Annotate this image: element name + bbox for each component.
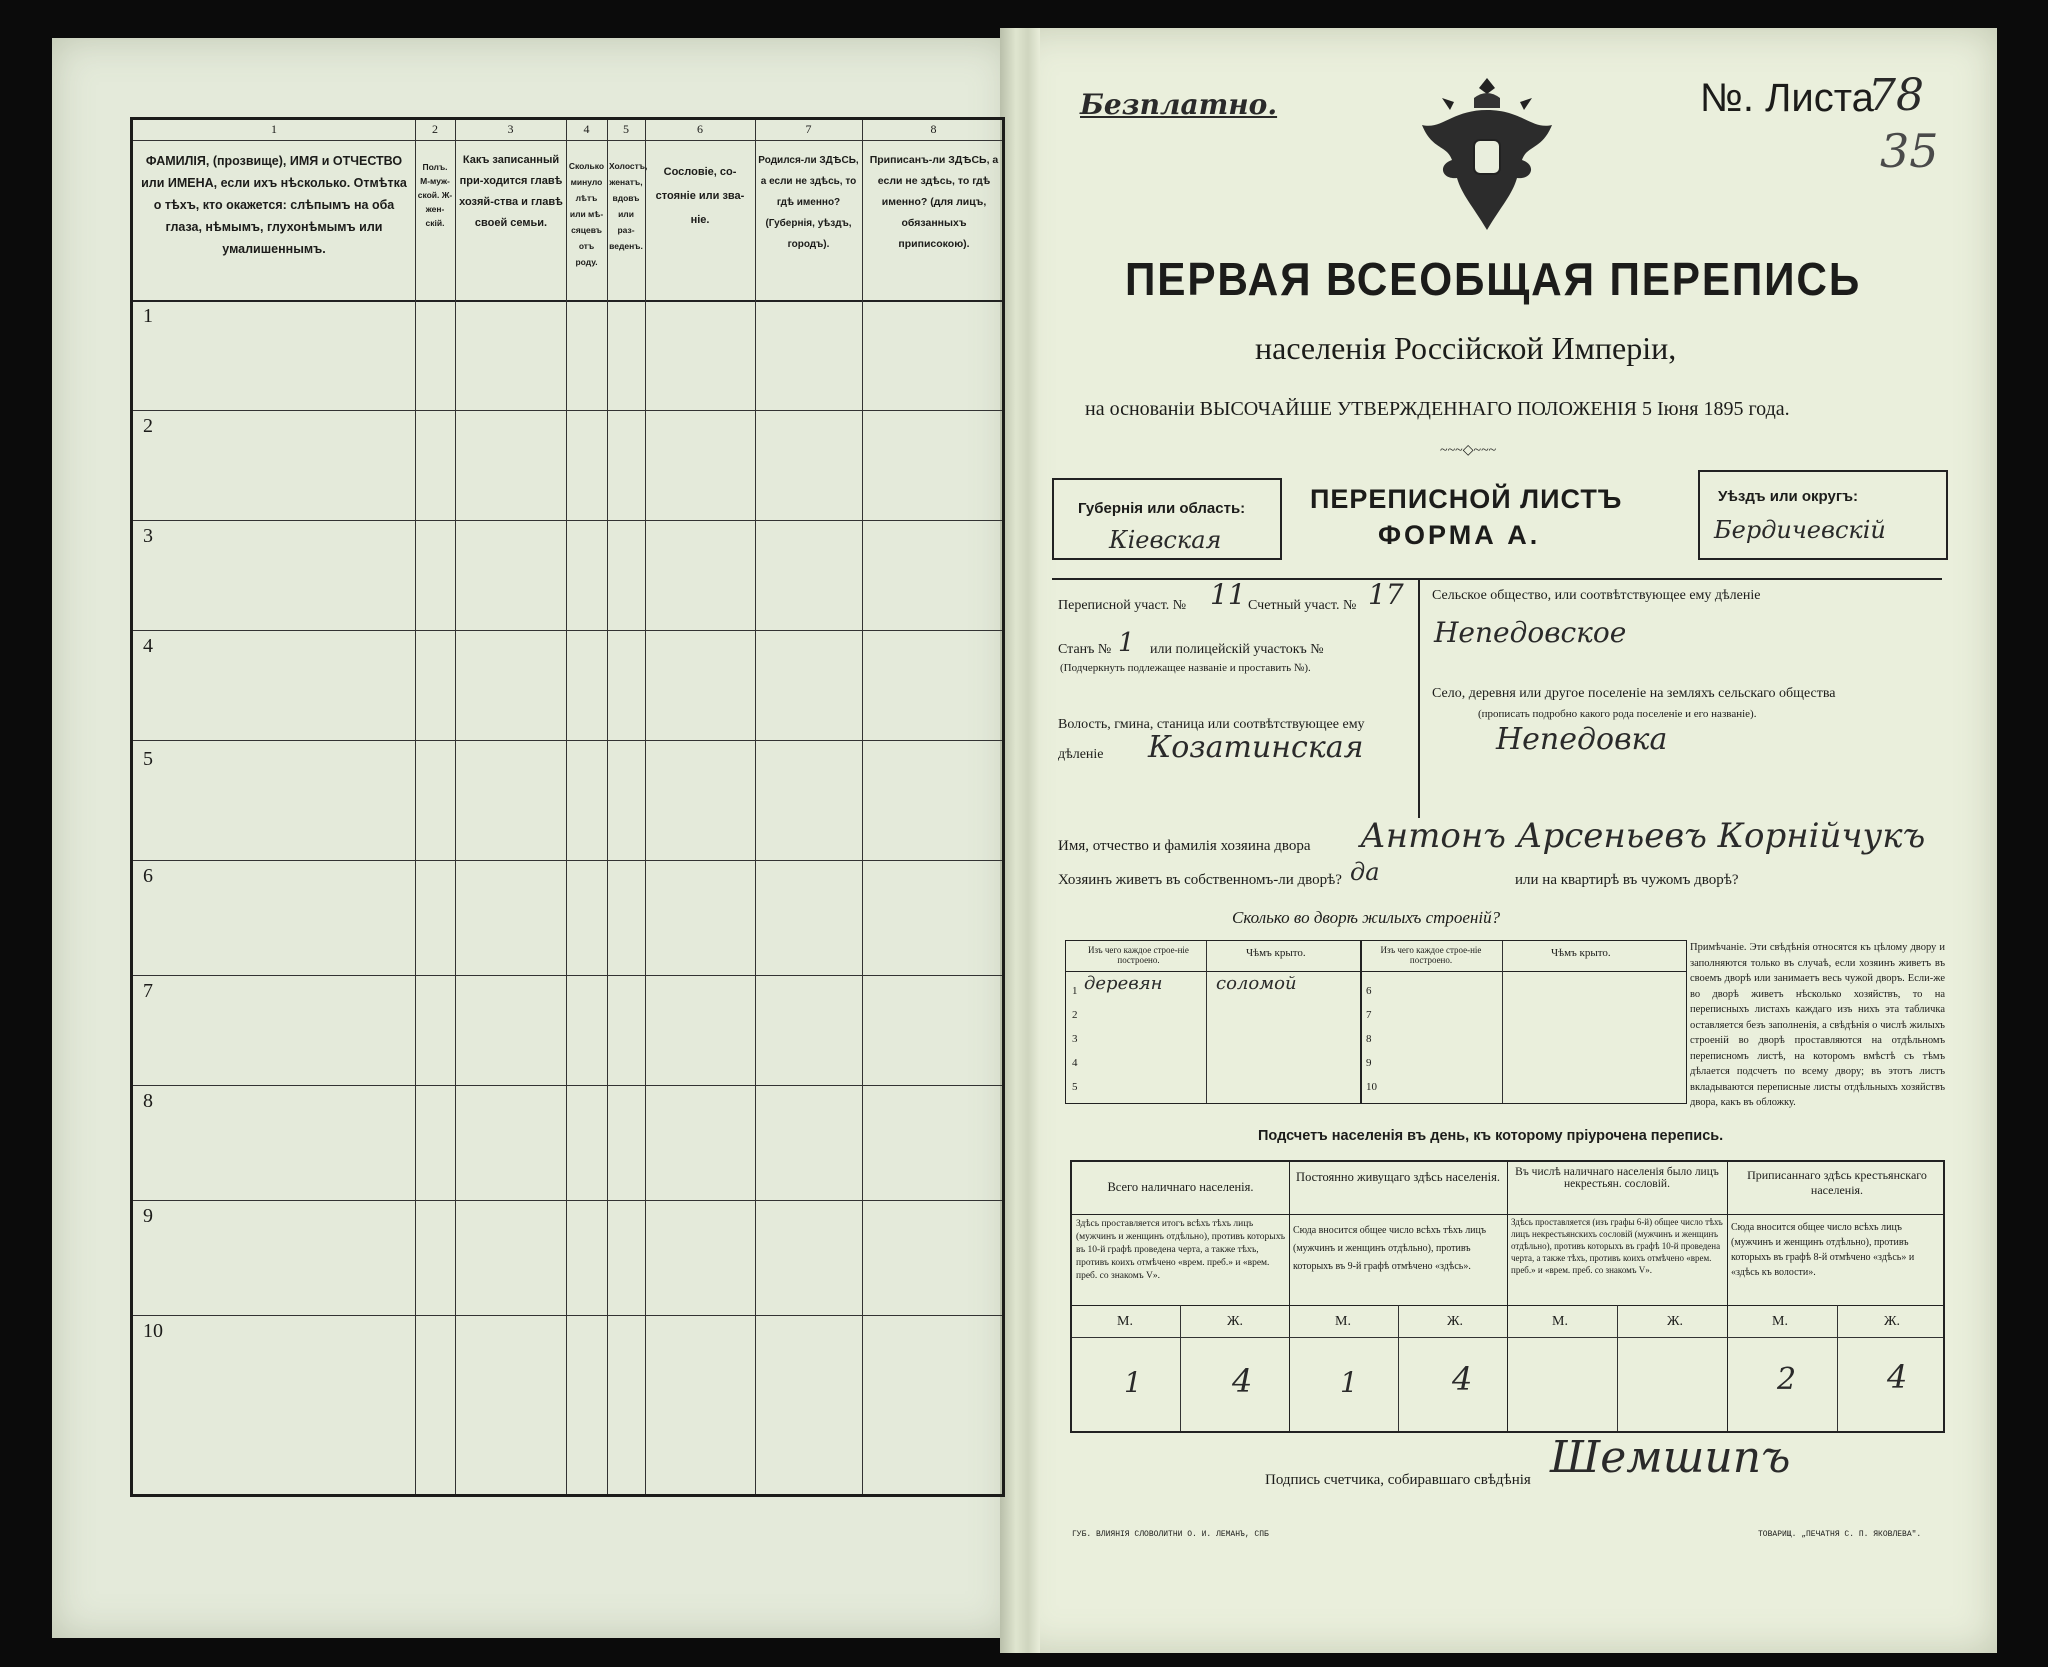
row-line [133, 975, 1002, 976]
m-label: М. [1772, 1314, 1788, 1329]
f-label: Ж. [1227, 1314, 1244, 1329]
permanent-m-value: 1 [1340, 1366, 1358, 1399]
pop-mf-divider [1837, 1305, 1838, 1431]
stan-value: 1 [1118, 628, 1135, 658]
pop-mf-divider [1617, 1305, 1618, 1431]
page-subtitle: населенія Россійской Имперіи, [1255, 330, 1677, 366]
row-line [133, 410, 1002, 411]
bt-head-material: Изъ чего каждое строе-ніе построено. [1088, 945, 1189, 965]
row-line [133, 1085, 1002, 1086]
pop-mf-divider [1398, 1305, 1399, 1431]
pop-desc-line [1072, 1305, 1943, 1306]
ornament: ~~~◇~~~ [1440, 443, 1497, 458]
print-left: ГУБ. ВЛИЯНІЯ СЛОВОЛИТНИ О. И. ЛЕМАНЪ, СПБ [1072, 1530, 1269, 1539]
col-number: 1 [271, 122, 277, 136]
col-divider [755, 120, 756, 1494]
row-number: 8 [143, 1090, 153, 1112]
row-line [133, 860, 1002, 861]
total-m-value: 1 [1124, 1366, 1142, 1399]
note-text: Примѣчаніе. Эти свѣдѣнія относятся къ цѣлому двору и заполняются только въ случаѣ, если хозяинъ живетъ въ своемъ дворѣ или занимаетъ весь чужой дворъ. Если-же во дворѣ живетъ нѣсколько хозяйствъ, то на переписныхъ листахъ каждаго изъ нихъ эта табличка оставляется безъ заполненія, а свѣдѣнія о числѣ жилыхъ строеній во дворѣ проставляются на отдѣльномъ переписномъ листѣ, на которомъ вмѣстѣ съ тѣмъ дѣлается подсчетъ по всему двору; въ этотъ листъ вкладываются переписные листы отдѣльныхъ хозяйствъ двора, какъ въ обложку. [1690, 942, 1945, 1108]
own-yard-label: Хозяинъ живетъ въ собственномъ-ли дворѣ? [1058, 872, 1342, 888]
bt-col-line [1206, 941, 1207, 1103]
village-note: (прописать подробно какого рода поселеніе и его названіе). [1478, 708, 1757, 720]
page-title: ПЕРВАЯ ВСЕОБЩАЯ ПЕРЕПИСЬ [1125, 253, 1862, 305]
col-header-registered: Приписанъ-ли ЗДѢСЬ, а если не здѣсь, то гдѣ именно? (для лицъ, обязанныхъ приписокою). [869, 154, 999, 250]
col-header-name: ФАМИЛІЯ, (прозвище), ИМЯ и ОТЧЕСТВО или ИМЕНА, если ихъ нѣсколько. Отмѣтка о тѣхъ, кто окажется: слѣпымъ на оба глаза, нѣмымъ, глухонѣмымъ или умалишеннымъ. [141, 154, 407, 256]
row-line [133, 630, 1002, 631]
col-header-born: Родился-ли ЗДѢСЬ, а если не здѣсь, то гдѣ именно? (Губернія, уѣздъ, городъ). [758, 155, 859, 250]
col-divider [607, 120, 608, 1494]
header-bottom-line [133, 300, 1002, 302]
m-label: М. [1117, 1314, 1133, 1329]
row-number: 6 [143, 865, 153, 887]
pop-head-total: Всего наличнаго населенія. [1107, 1180, 1254, 1194]
free-label: Безплатно. [1080, 88, 1278, 121]
district-label: Уѣздъ или округъ: [1718, 488, 1859, 505]
sheet-label: №. Листа [1700, 76, 1874, 120]
pop-head-nonpeasant: Въ числѣ наличнаго населенія было лицъ некрестьян. сословій. [1515, 1166, 1719, 1190]
pop-head-line [1072, 1214, 1943, 1215]
district-box [1698, 470, 1948, 560]
pop-mf-divider [1180, 1305, 1181, 1431]
col-divider [862, 120, 863, 1494]
pop-mf-line [1072, 1337, 1943, 1338]
population-table [1070, 1160, 1945, 1433]
row-number: 5 [143, 748, 153, 770]
count-section-label: Счетный участ. № [1248, 598, 1357, 613]
m-label: М. [1335, 1314, 1351, 1329]
district-value: Бердичевскій [1714, 516, 1886, 544]
stan-note: (Подчеркнуть подлежащее названіе и проставить №). [1060, 662, 1311, 674]
col-divider [645, 120, 646, 1494]
form-title: ПЕРЕПИСНОЙ ЛИСТЪ [1310, 484, 1623, 514]
f-label: Ж. [1447, 1314, 1464, 1329]
f-label: Ж. [1884, 1314, 1901, 1329]
own-yard-value: да [1350, 858, 1380, 886]
census-section-value: 11 [1210, 578, 1246, 611]
village-value: Непедовка [1496, 722, 1668, 757]
col-divider [455, 120, 456, 1494]
census-table [130, 117, 1005, 1497]
bt-head-roof: Чѣмъ крыто. [1246, 947, 1306, 959]
col-number-line [133, 140, 1002, 141]
col-divider [566, 120, 567, 1494]
registered-f-value: 4 [1887, 1358, 1908, 1396]
col-header-sex: Полъ. М-муж-ской. Ж-жен-скій. [417, 162, 453, 228]
pop-desc-nonpeasant: Здѣсь проставляется (изъ графы 6-й) общее число тѣхъ лицъ некрестьянскихъ сословій (мужчинъ и женщинъ отдѣльно), противъ которыхъ въ графѣ 10-й проведена черта, а также тѣхъ, противъ коихъ отмѣчено «врем. преб.» и «врем. преб. со знакомъ V». [1511, 1217, 1723, 1275]
row-line [133, 520, 1002, 521]
page-fold [1000, 28, 1040, 1653]
col-number: 7 [805, 122, 812, 136]
f-label: Ж. [1667, 1314, 1684, 1329]
row-line [133, 740, 1002, 741]
col-number: 3 [507, 122, 514, 136]
volost-value: Козатинская [1148, 730, 1364, 765]
row-number: 2 [143, 415, 153, 437]
province-label: Губернія или область: [1078, 500, 1246, 517]
census-section-label: Переписной участ. № [1058, 598, 1187, 613]
row-line [133, 1315, 1002, 1316]
society-label: Сельское общество, или соотвѣтствующее ему дѣленіе [1432, 588, 1761, 603]
sheet-number: 78 [1868, 70, 1924, 121]
row-number: 9 [143, 1205, 153, 1227]
col-number: 8 [930, 122, 937, 136]
village-label: Село, деревня или другое поселеніе на земляхъ сельскаго общества [1432, 686, 1836, 701]
col-number: 5 [623, 122, 629, 136]
address-divider [1418, 578, 1420, 818]
col-header-age: Сколько минуло лѣтъ или мѣ-сяцевъ отъ роду. [568, 161, 605, 267]
pop-desc-permanent: Сюда вносится общее число всѣхъ тѣхъ лицъ (мужчинъ и женщинъ отдѣльно), противъ которыхъ въ 9-й графѣ отмѣчено «здѣсь». [1293, 1225, 1487, 1272]
pop-col-line [1289, 1162, 1290, 1431]
bt-head-line [1066, 971, 1686, 972]
row-number: 7 [143, 980, 153, 1002]
pop-desc-total: Здѣсь проставляется итогъ всѣхъ тѣхъ лицъ (мужчинъ и женщинъ отдѣльно), противъ которыхъ въ 10-й графѣ проведена черта, а также тѣхъ, противъ коихъ отмѣчено «врем. преб.» и «врем. преб. со знакомъ V». [1076, 1219, 1285, 1281]
row-number: 1 [143, 305, 153, 327]
pop-title: Подсчетъ населенія въ день, къ которому пріурочена перепись. [1258, 1128, 1724, 1144]
owner-value: Антонъ Арсеньевъ Корнійчукъ [1360, 816, 1926, 856]
eagle-emblem-icon [1412, 70, 1562, 240]
col-divider [415, 120, 416, 1494]
bt-row1-material: деревян [1084, 973, 1163, 994]
society-value: Непедовское [1434, 616, 1627, 649]
col-header-estate: Сословіе, со-стояніе или зва-ніе. [655, 166, 745, 226]
row-number: 3 [143, 525, 153, 547]
col-header-relation: Какъ записанный при-ходится главѣ хозяй-ства и главѣ своей семьи. [459, 154, 563, 229]
bt-mid-line [1360, 941, 1362, 1103]
row-line [133, 1200, 1002, 1201]
row-number: 4 [143, 635, 153, 657]
permanent-f-value: 4 [1452, 1360, 1473, 1398]
print-right: ТОВАРИЩ. „ПЕЧАТНЯ С. П. ЯКОВЛЕВА". [1758, 1530, 1922, 1539]
buildings-table [1065, 940, 1687, 1104]
col-number: 6 [697, 122, 703, 136]
buildings-label: Сколько во дворѣ жилыхъ строеній? [1232, 908, 1501, 927]
stan-label: Станъ № [1058, 642, 1112, 657]
pop-col-line [1727, 1162, 1728, 1431]
total-f-value: 4 [1232, 1362, 1253, 1400]
bt-row1-roof: соломой [1216, 973, 1297, 994]
police-label: или полицейскій участокъ № [1150, 642, 1324, 657]
province-value: Кіевская [1109, 526, 1222, 554]
bt-row-numbers-left: 1 2 3 4 5 [1072, 985, 1078, 1093]
owner-label: Имя, отчество и фамилія хозяина двора [1058, 838, 1311, 854]
col-number: 4 [583, 122, 590, 136]
form-subtitle: ФОРМА А. [1378, 520, 1541, 550]
pop-col-line [1507, 1162, 1508, 1431]
bt-head-roof: Чѣмъ крыто. [1551, 947, 1611, 959]
signature-value: Шемшипъ [1550, 1432, 1791, 1483]
registered-m-value: 2 [1777, 1362, 1797, 1397]
legal-basis: на основаніи ВЫСОЧАЙШЕ УТВЕРЖДЕННАГО ПОЛОЖЕНІЯ 5 Іюня 1895 года. [1085, 398, 1790, 420]
bt-row-numbers-right: 6 7 8 9 10 [1366, 985, 1377, 1093]
pop-head-registered: Приписаннаго здѣсь крестьянскаго населенія. [1747, 1168, 1927, 1197]
archive-number: 35 [1880, 124, 1939, 178]
count-section-value: 17 [1368, 578, 1404, 611]
signature-label: Подпись счетчика, собиравшаго свѣдѣнія [1265, 1472, 1531, 1488]
volost-label: Волость, гмина, станица или соотвѣтствующее ему дѣленіе [1058, 717, 1365, 762]
rent-label: или на квартирѣ въ чужомъ дворѣ? [1515, 872, 1739, 888]
row-number: 10 [143, 1320, 163, 1342]
col-number: 2 [432, 122, 438, 136]
province-box [1052, 478, 1282, 560]
m-label: М. [1552, 1314, 1568, 1329]
bt-head-material: Изъ чего каждое строе-ніе построено. [1380, 945, 1482, 965]
pop-head-permanent: Постоянно живущаго здѣсь населенія. [1296, 1170, 1500, 1184]
col-header-marital: Холостъ, женатъ, вдовъ или раз-веденъ. [609, 161, 648, 251]
pop-desc-registered: Сюда вносится общее число всѣхъ лицъ (мужчинъ и женщинъ отдѣльно), противъ которыхъ въ графѣ 8-й отмѣчено «здѣсь» и «здѣсь къ волости». [1731, 1222, 1915, 1278]
bt-col-line [1502, 941, 1503, 1103]
